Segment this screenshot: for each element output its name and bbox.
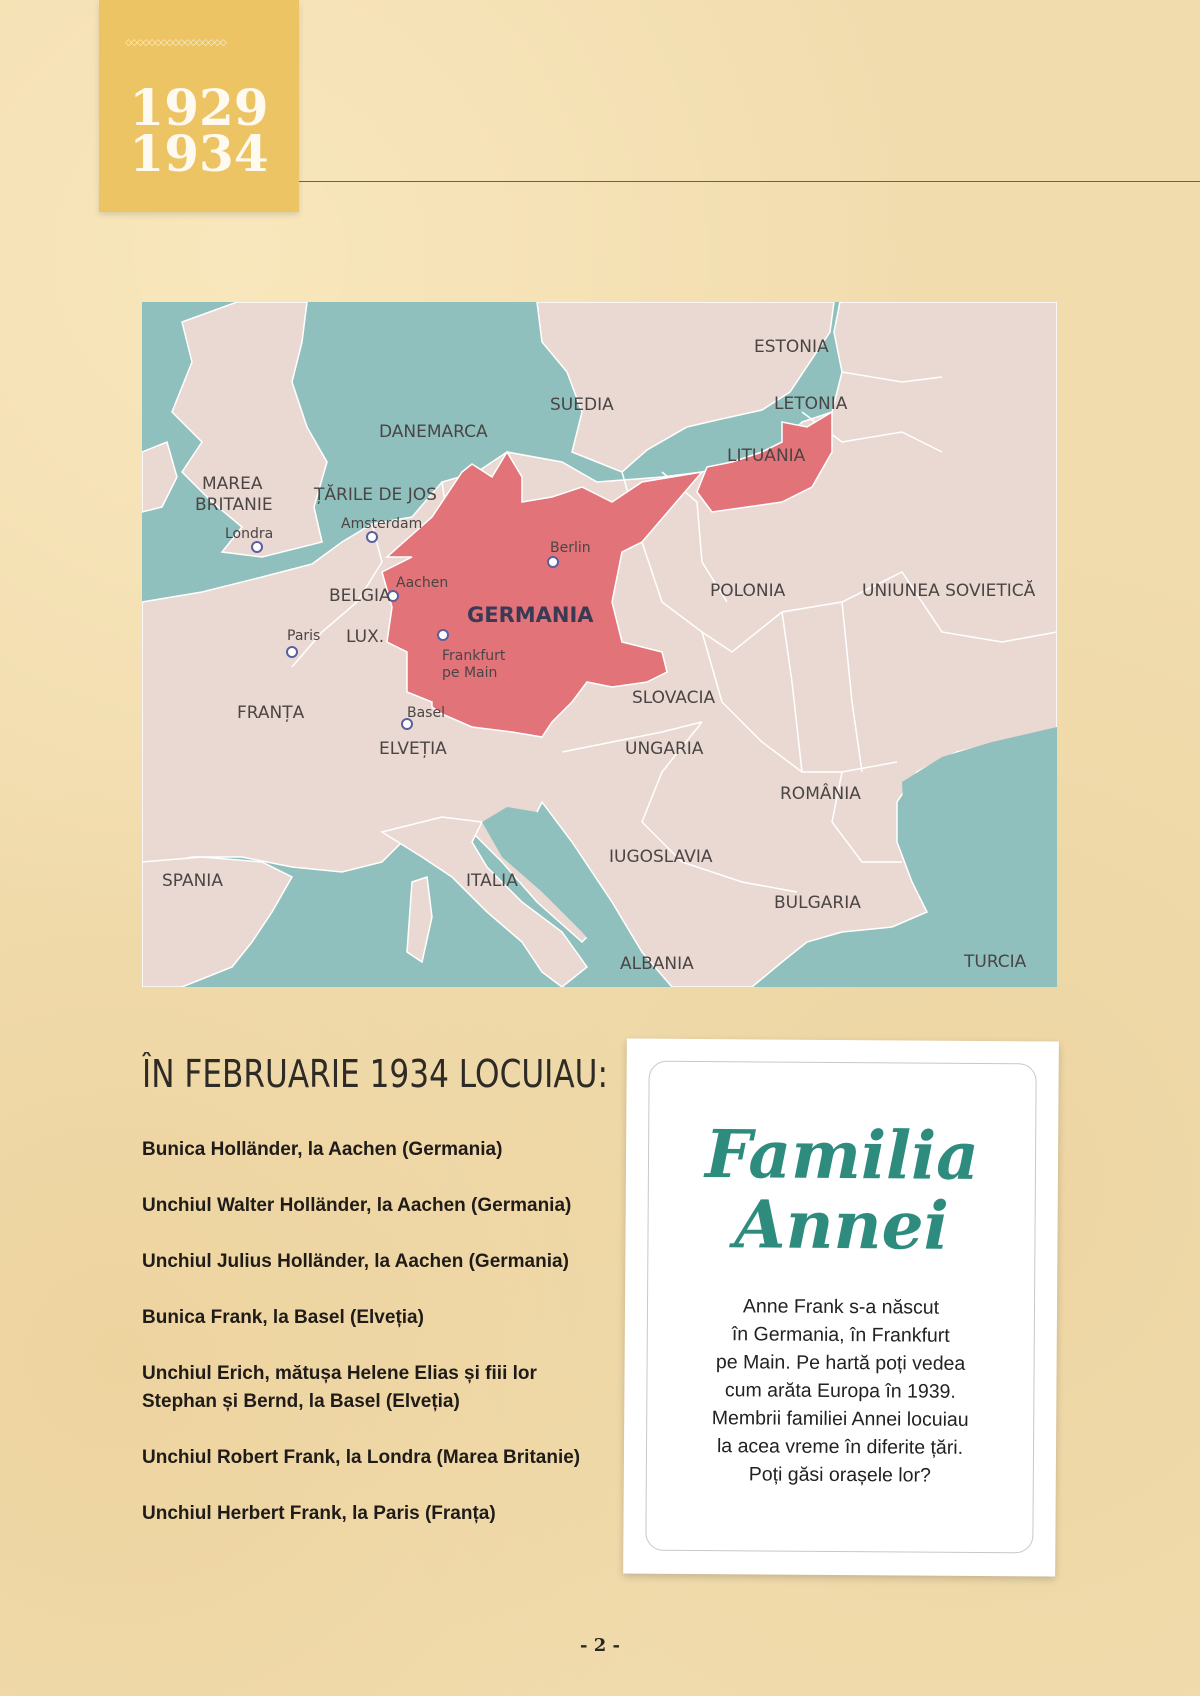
label-london: Londra [225,526,274,542]
europe-map [142,302,1057,987]
label-soviet-union: UNIUNEA SOVIETICĂ [862,581,1036,601]
list-item: Unchiul Robert Frank, la Londra (Marea Britanie) [142,1447,581,1468]
marker-amsterdam [367,532,377,542]
residents-list [142,1136,612,1556]
label-switzerland: ELVEȚIA [379,739,447,759]
list-item: Unchiul Walter Holländer, la Aachen (Germania) [142,1195,572,1216]
card-heading: Familia Annei [704,1115,980,1265]
label-belgium: BELGIA [329,586,391,606]
label-bulgaria: BULGARIA [774,893,861,913]
label-latvia: LETONIA [774,394,848,414]
marker-berlin [548,557,558,567]
label-netherlands: ȚĂRILE DE JOS [314,485,437,505]
label-france: FRANȚA [237,703,305,723]
label-romania: ROMÂNIA [780,784,861,804]
label-great-britain-2: BRITANIE [195,495,273,515]
header-rule [299,181,1200,182]
page-number: - 2 - [580,1635,620,1656]
label-germany: GERMANIA [467,603,594,627]
residents-title: ÎN FEBRUARIE 1934 LOCUIAU: [142,1052,608,1096]
card-body: Anne Frank s-a născut în Germania, în Frankfurt pe Main. Pe hartă poți vedea cum arăta Europa în 1939. Membrii familiei Annei locuiau la acea vreme în diferite țări. Poți găsi orașele lor? [711,1295,969,1487]
label-hungary: UNGARIA [625,739,704,759]
label-turkey: TURCIA [964,952,1027,972]
list-item: Bunica Frank, la Basel (Elveția) [142,1307,424,1328]
label-denmark: DANEMARCA [379,422,488,442]
label-poland: POLONIA [710,581,786,601]
family-card [623,1038,1059,1576]
label-great-britain-1: MAREA [202,474,263,494]
list-item: Bunica Holländer, la Aachen (Germania) [142,1139,503,1160]
year-end: 1934 [129,124,269,183]
year-tab [99,0,299,212]
list-item: Unchiul Julius Holländer, la Aachen (Germania) [142,1251,569,1272]
label-albania: ALBANIA [620,954,694,974]
year-start: 1929 [129,78,269,137]
label-yugoslavia: IUGOSLAVIA [609,847,713,867]
marker-london [252,542,262,552]
decorative-border: ◇◇◇◇◇◇◇◇◇◇◇◇◇◇◇◇◇ [125,38,226,48]
label-slovakia: SLOVACIA [632,688,716,708]
label-luxembourg: LUX. [346,627,385,647]
label-lithuania: LITUANIA [727,446,806,466]
label-aachen: Aachen [396,575,449,591]
label-spain: SPANIA [162,871,223,891]
label-amsterdam: Amsterdam [341,516,423,532]
label-estonia: ESTONIA [754,337,829,357]
list-item: Unchiul Herbert Frank, la Paris (Franța) [142,1503,496,1524]
marker-paris [287,647,297,657]
list-item: Unchiul Erich, mătușa Helene Elias și fiii lor Stephan și Bernd, la Basel (Elveția) [142,1363,537,1412]
label-berlin: Berlin [550,540,591,556]
label-frankfurt-1: Frankfurt [442,648,506,664]
marker-frankfurt [438,630,448,640]
label-italy: ITALIA [466,871,518,891]
label-paris: Paris [287,628,321,644]
label-sweden: SUEDIA [550,395,614,415]
label-frankfurt-2: pe Main [442,665,498,681]
label-basel: Basel [407,705,445,721]
